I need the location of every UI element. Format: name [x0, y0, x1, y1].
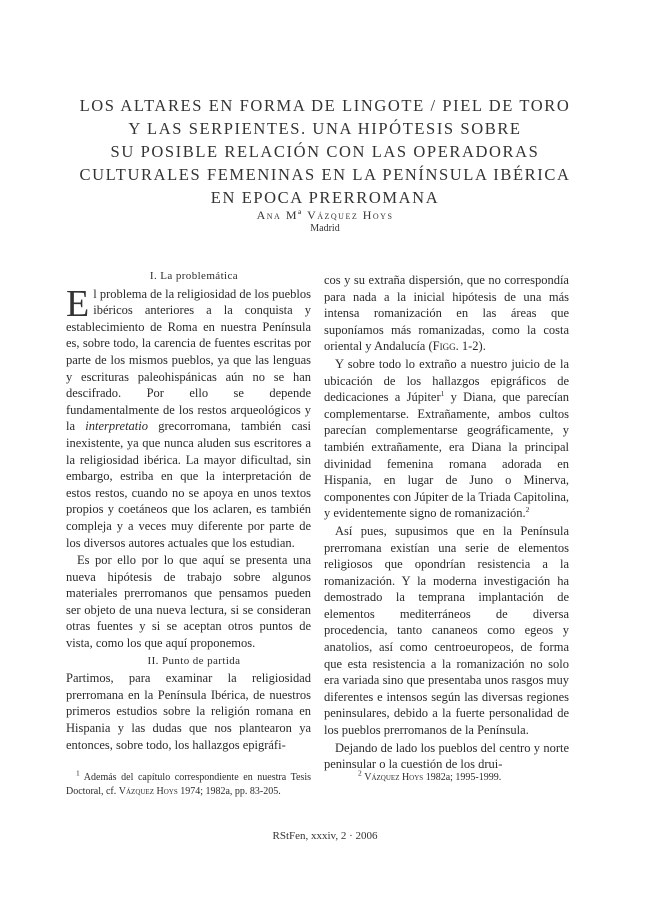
footnote-1: [66, 768, 311, 798]
author-name: Ana Mª Vázquez Hoys: [256, 208, 394, 222]
footnote-text: Además del capítulo correspondiente en nuestra Tesis Doctoral, cf.: [66, 772, 311, 797]
footnote-number: 2: [358, 768, 362, 778]
paragraph: [324, 272, 569, 355]
paragraph-text: Y sobre todo lo extraño a nuestro juicio de la ubicación de los hallazgos epigráficos de dedicaciones a Júpiter: [324, 356, 569, 405]
title-line: EN EPOCA PRERROMANA: [210, 188, 440, 207]
footnote-marker: 1: [440, 389, 445, 398]
left-column: [66, 268, 311, 753]
drop-cap: E: [66, 282, 90, 325]
footnote-author: Vázquez Hoys: [364, 772, 424, 783]
paragraph-text: cos y su extraña dispersión, que no correspondía para nada a la inicial hipótesis de una más intensa romanización en las áreas que suponíamos más romanizadas, como la costa oriental y Andalucía (: [324, 273, 569, 354]
footnote-number: 1: [76, 768, 80, 778]
footnote-refs: 1974; 1982a, pp. 83-205.: [180, 785, 281, 797]
footnote-refs: 1982a; 1995-1999.: [425, 772, 502, 783]
author-affiliation: Madrid: [310, 223, 340, 234]
figure-reference-number: 1-2: [461, 339, 479, 354]
title-line: LOS ALTARES EN FORMA DE LINGOTE / PIEL DE TORO: [79, 96, 571, 115]
right-column: [324, 272, 569, 773]
figure-reference: Figg.: [432, 339, 459, 354]
paragraph: Es por ello por lo que aquí se presenta una nueva hipótesis de trabajo sobre algunos materiales prerromanos que pensamos pueden ser objeto de una nueva lectura, si se consideran otras fuentes y si se aceptan otros puntos de vista, como los que aquí proponemos.: [66, 553, 311, 651]
footnote-2: [324, 768, 569, 785]
title-line: Y LAS SERPIENTES. UNA HIPÓTESIS SOBRE: [128, 119, 522, 138]
paragraph-text: ).: [478, 339, 486, 354]
paragraph-text: l problema de la religiosidad de los pueblos ibéricos anteriores a la conquista y establecimiento de Roma en nuestra Península es, sobre todo, la carencia de fuentes escritas por parte de los mismos pueblos, ya que las lenguas y escrituras paleohispánicas aún no se han descifrado. Por ello se depende fundamentalmente de los restos arqueológicos y la: [66, 286, 311, 434]
footnote-author: Vázquez Hoys: [118, 785, 178, 797]
paragraph: [324, 356, 569, 522]
paragraph: [66, 282, 311, 552]
paragraph: Así pues, supusimos que en la Península prerromana existían una serie de elementos religiosos que opondrían resistencia a la romanización. Y la moderna investigación ha demostrado la temprana implantación de elementos mediterráneos de diversa procedencia, tanto cananeos como egeos y anatolios, así como centroeuropeos, de forma que esta resistencia a la romanización no solo era variada sino que presentaba unos rasgos muy diferentes e intensos según las diversas regiones peninsulares, debido a la fuerte personalidad de los pueblos prerromanos de la Península.: [324, 523, 569, 738]
title-line: SU POSIBLE RELACIÓN CON LAS OPERADORAS: [110, 142, 540, 161]
title-line: CULTURALES FEMENINAS EN LA PENÍNSULA IBÉRICA: [79, 165, 571, 184]
paragraph-text: y Diana, que parecían complementarse. Extrañamente, ambos cultos parecían complementarse geográficamente, y también extrañamente, era Diana la principal divinidad femenina romana adorada en Hispania, en lugar de Juno o Minerva, componentes con Júpiter de la Triada Capitolina, y evidentemente signo de romanización.: [324, 390, 570, 521]
footnote-marker: 2: [525, 505, 530, 515]
section-heading-2: II. Punto de partida: [147, 654, 241, 667]
section-heading-1: I. La problemática: [149, 270, 239, 282]
paragraph: Dejando de lado los pueblos del centro y norte peninsular o la cuestión de los drui-: [324, 740, 569, 772]
article-title: [50, 94, 600, 209]
paragraph-text: grecorromana, también casi inexistente, ya que nunca aluden sus escritores a la religiosidad ibérica. La mayor dificultad, sin embargo, estriba en que la interpretación de estos restos, cuando no se apoya en unos textos propios y coetáneos que los aclaren, es también compleja y a veces muy diferente por parte de los diversos autores actuales que los estudian.: [66, 419, 311, 550]
paragraph: Partimos, para examinar la religiosidad prerromana en la Península Ibérica, de nuestros primeros estudios sobre la religión romana en Hispania y las dudas que nos plantearon ya entonces, sobre todo, los hallazgos epigráfi-: [66, 671, 311, 752]
italic-term: interpretatio: [85, 419, 149, 434]
running-footer: RStFen, xxxiv, 2 · 2006: [272, 830, 378, 842]
